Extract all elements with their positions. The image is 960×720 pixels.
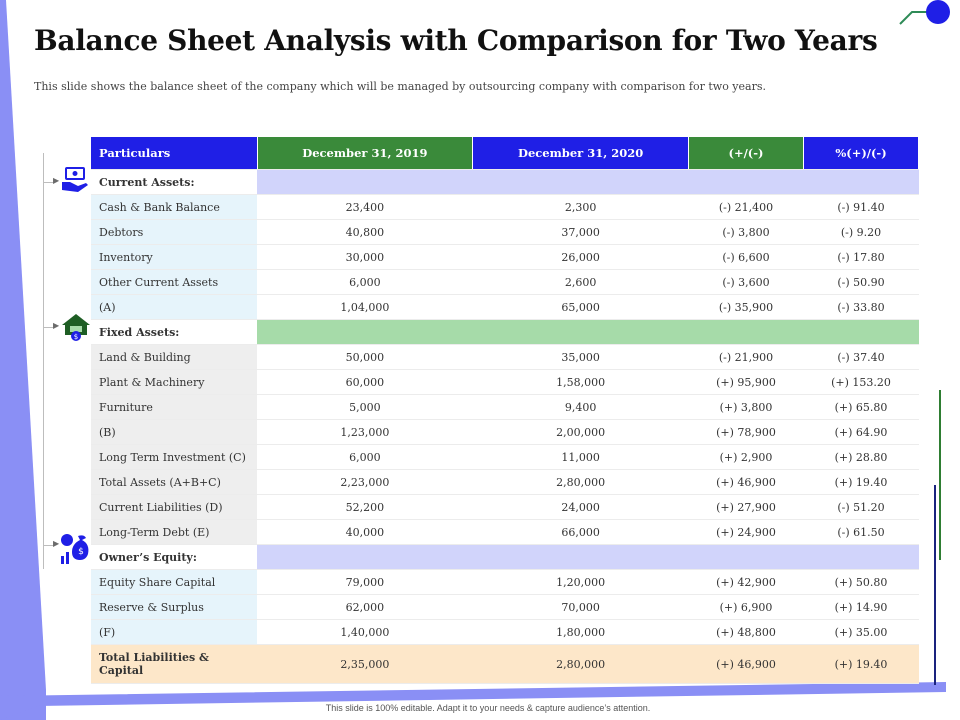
cash-hand-icon bbox=[60, 166, 90, 198]
table-row bbox=[91, 495, 919, 520]
cell-change: (-) 3,600 bbox=[689, 270, 804, 295]
cell-2020: 1,20,000 bbox=[473, 570, 689, 595]
row-label: Plant & Machinery bbox=[91, 370, 257, 395]
row-label: Land & Building bbox=[91, 345, 257, 370]
section-row-owners-equity bbox=[91, 545, 919, 570]
decorative-line-green bbox=[939, 390, 941, 560]
svg-text:$: $ bbox=[73, 333, 79, 341]
cell-2020: 2,300 bbox=[473, 195, 689, 220]
section-rail bbox=[43, 153, 44, 569]
cell-2019: 2,23,000 bbox=[257, 470, 473, 495]
cell-2020: 1,58,000 bbox=[473, 370, 689, 395]
cell-2020: 65,000 bbox=[473, 295, 689, 320]
cell-2020: 35,000 bbox=[473, 345, 689, 370]
table-row bbox=[91, 295, 919, 320]
row-label: Furniture bbox=[91, 395, 257, 420]
cell-2020: 26,000 bbox=[473, 245, 689, 270]
cell-2019: 6,000 bbox=[257, 445, 473, 470]
cell-change-percent: (-) 37.40 bbox=[803, 345, 918, 370]
cell-2019: 52,200 bbox=[257, 495, 473, 520]
cell-change-percent: (-) 51.20 bbox=[803, 495, 918, 520]
total-change-percent: (+) 19.40 bbox=[803, 645, 918, 684]
decorative-frame-left bbox=[0, 0, 46, 720]
header-particulars: Particulars bbox=[91, 137, 257, 170]
rail-arrow-icon: ▶ bbox=[53, 321, 60, 330]
cell-2020: 66,000 bbox=[473, 520, 689, 545]
table-row bbox=[91, 470, 919, 495]
cell-change-percent: (+) 153.20 bbox=[803, 370, 918, 395]
header-dec-2019: December 31, 2019 bbox=[257, 137, 473, 170]
row-label: Long Term Investment (C) bbox=[91, 445, 257, 470]
section-row-fixed-assets bbox=[91, 320, 919, 345]
cell-2019: 30,000 bbox=[257, 245, 473, 270]
cell-change-percent: (-) 17.80 bbox=[803, 245, 918, 270]
cell-change-percent: (-) 61.50 bbox=[803, 520, 918, 545]
section-label: Fixed Assets: bbox=[91, 320, 257, 345]
header-change: (+/(-) bbox=[689, 137, 804, 170]
table-row bbox=[91, 445, 919, 470]
cell-change-percent: (+) 19.40 bbox=[803, 470, 918, 495]
section-label: Current Assets: bbox=[91, 170, 257, 195]
money-bag-chart-icon bbox=[58, 530, 94, 570]
balance-sheet-table bbox=[91, 137, 919, 684]
table-header-row bbox=[91, 137, 919, 170]
table-row bbox=[91, 195, 919, 220]
cell-change-percent: (-) 33.80 bbox=[803, 295, 918, 320]
row-label: Debtors bbox=[91, 220, 257, 245]
section-spacer bbox=[257, 170, 919, 195]
cell-change: (+) 3,800 bbox=[689, 395, 804, 420]
cell-change: (-) 21,900 bbox=[689, 345, 804, 370]
row-label: (B) bbox=[91, 420, 257, 445]
page-title: Balance Sheet Analysis with Comparison for Two Years bbox=[34, 24, 878, 57]
cell-change-percent: (-) 9.20 bbox=[803, 220, 918, 245]
footer-note: This slide is 100% editable. Adapt it to your needs & capture audience’s attention. bbox=[325, 703, 651, 713]
cell-change: (+) 6,900 bbox=[689, 595, 804, 620]
total-change: (+) 46,900 bbox=[689, 645, 804, 684]
page-subtitle: This slide shows the balance sheet of the company which will be managed by outsourcing company with comparison for two years. bbox=[34, 80, 766, 93]
table-row bbox=[91, 520, 919, 545]
cell-change-percent: (+) 50.80 bbox=[803, 570, 918, 595]
section-label: Owner’s Equity: bbox=[91, 545, 257, 570]
cell-2019: 1,23,000 bbox=[257, 420, 473, 445]
cell-change-percent: (-) 91.40 bbox=[803, 195, 918, 220]
cell-change: (-) 21,400 bbox=[689, 195, 804, 220]
total-2020: 2,80,000 bbox=[473, 645, 689, 684]
cell-2020: 1,80,000 bbox=[473, 620, 689, 645]
table-row bbox=[91, 570, 919, 595]
house-money-icon bbox=[60, 311, 92, 345]
total-label: Total Liabilities & Capital bbox=[91, 645, 257, 684]
table-row bbox=[91, 395, 919, 420]
row-label: Reserve & Surplus bbox=[91, 595, 257, 620]
svg-text:$: $ bbox=[78, 547, 84, 557]
cell-2020: 2,80,000 bbox=[473, 470, 689, 495]
cell-2020: 70,000 bbox=[473, 595, 689, 620]
cell-2020: 2,00,000 bbox=[473, 420, 689, 445]
total-2019: 2,35,000 bbox=[257, 645, 473, 684]
cell-change: (+) 42,900 bbox=[689, 570, 804, 595]
row-label: Long-Term Debt (E) bbox=[91, 520, 257, 545]
cell-change: (+) 24,900 bbox=[689, 520, 804, 545]
total-row bbox=[91, 645, 919, 684]
row-label: Inventory bbox=[91, 245, 257, 270]
cell-change-percent: (-) 50.90 bbox=[803, 270, 918, 295]
cell-2019: 62,000 bbox=[257, 595, 473, 620]
section-spacer bbox=[257, 545, 919, 570]
rail-arrow-icon: ▶ bbox=[53, 539, 60, 548]
cell-2019: 79,000 bbox=[257, 570, 473, 595]
cell-2019: 60,000 bbox=[257, 370, 473, 395]
cell-change: (-) 3,800 bbox=[689, 220, 804, 245]
table-row bbox=[91, 270, 919, 295]
cell-2019: 6,000 bbox=[257, 270, 473, 295]
row-label: Equity Share Capital bbox=[91, 570, 257, 595]
cell-change: (+) 95,900 bbox=[689, 370, 804, 395]
decorative-line-blue bbox=[934, 485, 936, 685]
cell-change: (+) 2,900 bbox=[689, 445, 804, 470]
cell-2020: 9,400 bbox=[473, 395, 689, 420]
cell-2019: 50,000 bbox=[257, 345, 473, 370]
cell-2020: 11,000 bbox=[473, 445, 689, 470]
cell-change: (-) 35,900 bbox=[689, 295, 804, 320]
section-row-current-assets bbox=[91, 170, 919, 195]
cell-2019: 1,04,000 bbox=[257, 295, 473, 320]
cell-2020: 24,000 bbox=[473, 495, 689, 520]
cell-2019: 5,000 bbox=[257, 395, 473, 420]
cell-change-percent: (+) 65.80 bbox=[803, 395, 918, 420]
row-label: Other Current Assets bbox=[91, 270, 257, 295]
cell-change-percent: (+) 64.90 bbox=[803, 420, 918, 445]
row-label: (F) bbox=[91, 620, 257, 645]
section-spacer bbox=[257, 320, 919, 345]
row-label: (A) bbox=[91, 295, 257, 320]
cell-2019: 40,800 bbox=[257, 220, 473, 245]
table-row bbox=[91, 620, 919, 645]
cell-2020: 37,000 bbox=[473, 220, 689, 245]
cell-change-percent: (+) 35.00 bbox=[803, 620, 918, 645]
rail-arrow-icon: ▶ bbox=[53, 176, 60, 185]
table-row bbox=[91, 595, 919, 620]
row-label: Cash & Bank Balance bbox=[91, 195, 257, 220]
cell-2019: 23,400 bbox=[257, 195, 473, 220]
row-label: Total Assets (A+B+C) bbox=[91, 470, 257, 495]
cell-change: (-) 6,600 bbox=[689, 245, 804, 270]
cell-change: (+) 27,900 bbox=[689, 495, 804, 520]
cell-change-percent: (+) 14.90 bbox=[803, 595, 918, 620]
table-row bbox=[91, 345, 919, 370]
table-row bbox=[91, 245, 919, 270]
cell-2020: 2,600 bbox=[473, 270, 689, 295]
cell-change-percent: (+) 28.80 bbox=[803, 445, 918, 470]
cell-2019: 1,40,000 bbox=[257, 620, 473, 645]
cell-change: (+) 48,800 bbox=[689, 620, 804, 645]
cell-change: (+) 78,900 bbox=[689, 420, 804, 445]
table-row bbox=[91, 220, 919, 245]
header-dec-2020: December 31, 2020 bbox=[473, 137, 689, 170]
cell-change: (+) 46,900 bbox=[689, 470, 804, 495]
table-row bbox=[91, 370, 919, 395]
row-label: Current Liabilities (D) bbox=[91, 495, 257, 520]
header-change-percent: %(+)/(-) bbox=[803, 137, 918, 170]
table-row bbox=[91, 420, 919, 445]
cell-2019: 40,000 bbox=[257, 520, 473, 545]
